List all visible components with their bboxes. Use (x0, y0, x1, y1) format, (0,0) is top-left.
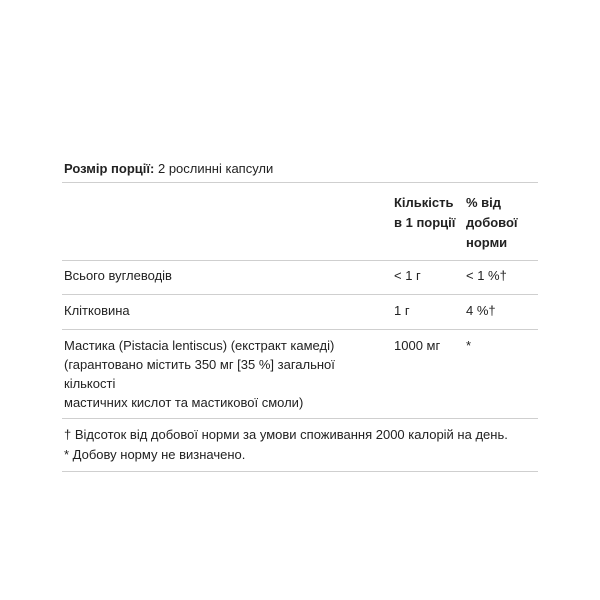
row-name: Клітковина (62, 295, 394, 330)
row-name-line3: мастичних кислот та мастикової смоли) (64, 395, 304, 410)
footnotes (62, 419, 538, 472)
footnote-not-established: * Добову норму не визначено. (64, 447, 246, 462)
header-amount (394, 183, 466, 261)
row-daily-value: 4 %† (466, 295, 538, 330)
footnote-daily-value: † Відсоток від добової норми за умови споживання 2000 калорій на день. (64, 427, 508, 442)
supplement-facts-panel (62, 160, 538, 472)
row-amount: < 1 г (394, 261, 466, 295)
serving-size-label: Розмір порції: (64, 161, 155, 176)
row-name-line2: (гарантовано містить 350 мг [35 %] загальної кількості (64, 357, 335, 391)
table-row (62, 295, 538, 330)
serving-size (62, 160, 538, 183)
header-daily-value (466, 183, 538, 261)
row-daily-value: * (466, 330, 538, 419)
row-name (62, 330, 394, 419)
row-name: Всього вуглеводів (62, 261, 394, 295)
row-amount: 1000 мг (394, 330, 466, 419)
row-amount: 1 г (394, 295, 466, 330)
table-row (62, 261, 538, 295)
header-amount-line1: Кількість (394, 195, 454, 210)
header-dv-line3: норми (466, 235, 508, 250)
serving-size-value: 2 рослинні капсули (154, 161, 274, 176)
header-amount-line2: в 1 порції (394, 215, 456, 230)
table-header-row (62, 183, 538, 261)
header-ingredient (62, 183, 394, 261)
header-dv-line1: % від (466, 195, 502, 210)
table-row (62, 330, 538, 419)
nutrition-table (62, 183, 538, 419)
row-name-line1: Мастика (Pistacia lentiscus) (екстракт камеді) (64, 338, 335, 353)
header-dv-line2: добової (466, 215, 518, 230)
row-daily-value: < 1 %† (466, 261, 538, 295)
